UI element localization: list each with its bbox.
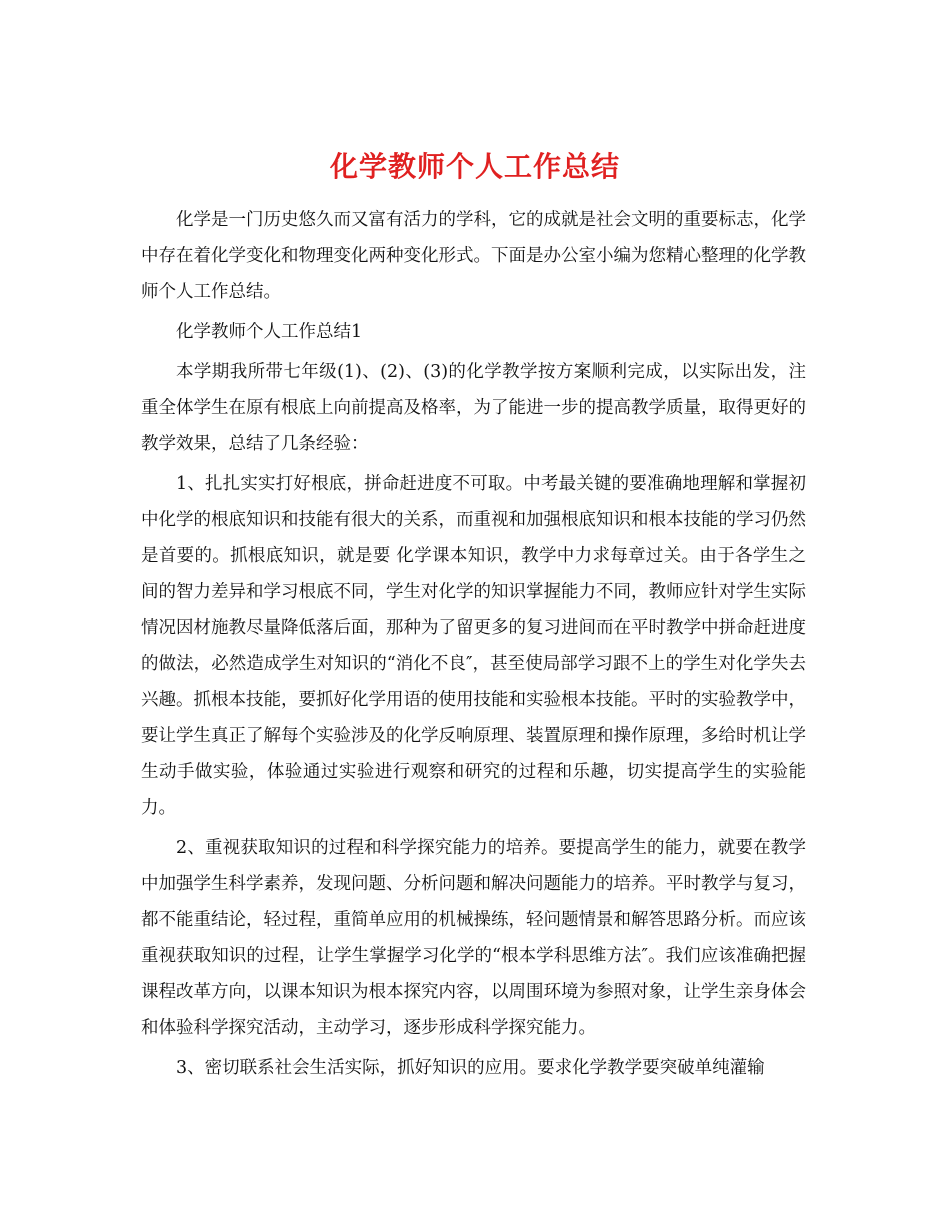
body-paragraph: 本学期我所带七年级(1)、(2)、(3)的化学教学按方案顺利完成，以实际出发，注重全体学生在原有根底上向前提高及格率，为了能进一步的提高教学质量，取得更好的教学效果，总结了几条经验： [141, 362, 806, 454]
document-title: 化学教师个人工作总结 [329, 149, 620, 183]
body-paragraph: 1、扎扎实实打好根底，拼命赶进度不可取。中考最关键的要准确地理解和掌握初中化学的根底知识和技能有很大的关系，而重视和加强根底知识和根本技能的学习仍然是首要的。抓根底知识，就是要 化学课本知识，教学中力求每章过关。由于各学生之间的智力差异和学习根底不同，学生对化学的知识掌握能力不同，教师应针对学生实际情况因材施教尽量降低落后面，那种为了留更多的复习进间而在平时教学中拼命赶进度的做法，必然造成学生对知识的“消化不良″，甚至使局部学习跟不上的学生对化学失去兴趣。抓根本技能，要抓好化学用语的使用技能和实验根本技能。平时的实验教学中，要让学生真正了解每个实验涉及的化学反响原理、装置原理和操作原理，多给时机让学生动手做实验，体验通过实验进行观察和研究的过程和乐趣，切实提高学生的实验能力。 [141, 474, 806, 818]
body-paragraph: 3、密切联系社会生活实际，抓好知识的应用。要求化学教学要突破单纯灌输 [176, 1058, 765, 1078]
document-body [141, 202, 806, 1086]
section-heading: 化学教师个人工作总结1 [176, 322, 363, 342]
body-paragraph: 2、重视获取知识的过程和科学探究能力的培养。要提高学生的能力，就要在教学中加强学生科学素养，发现问题、分析问题和解决问题能力的培养。平时教学与复习，都不能重结论，轻过程，重简单应用的机械操练，轻问题情景和解答思路分析。而应该重视获取知识的过程，让学生掌握学习化学的“根本学科思维方法″。我们应该准确把握课程改革方向，以课本知识为根本探究内容，以周围环境为参照对象，让学生亲身体会和体验科学探究活动，主动学习，逐步形成科学探究能力。 [141, 838, 806, 1038]
intro-paragraph: 化学是一门历史悠久而又富有活力的学科，它的成就是社会文明的重要标志，化学中存在着化学变化和物理变化两种变化形式。下面是办公室小编为您精心整理的化学教师个人工作总结。 [141, 210, 806, 302]
